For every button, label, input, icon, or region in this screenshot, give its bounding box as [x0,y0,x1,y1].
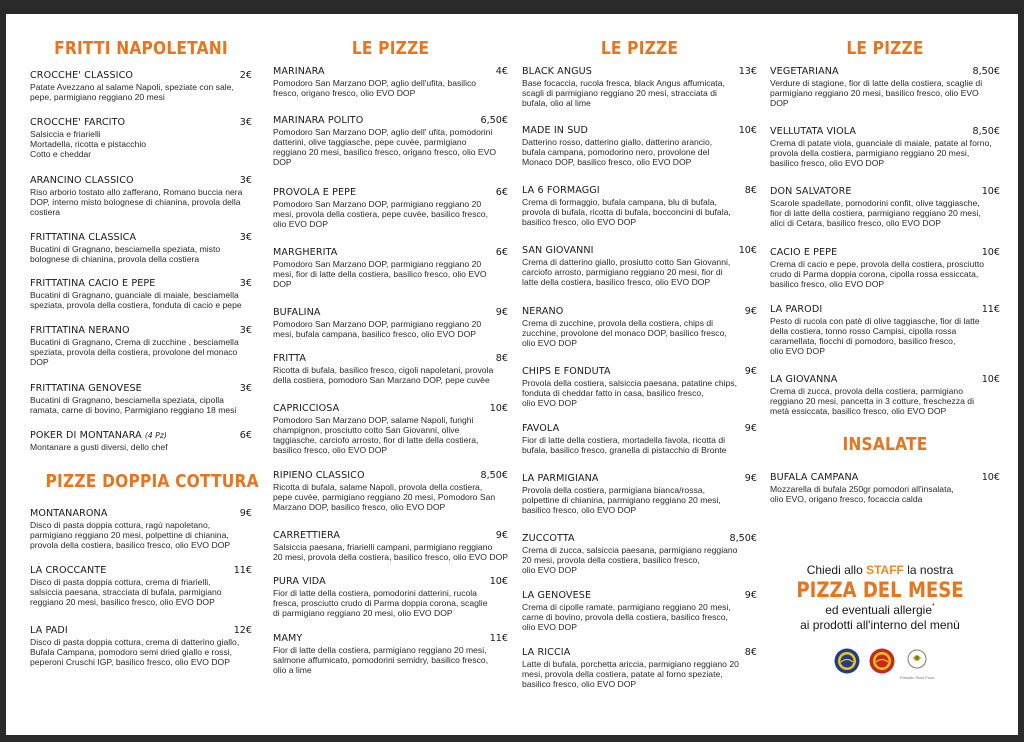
item-price: 11€ [233,565,252,576]
menu-item [30,232,252,264]
promo-line-4: ai prodotti all'interno del menù [800,618,960,632]
item-name: NERANO [522,306,564,317]
item-name: MAMY [273,633,303,644]
menu-item [273,247,508,289]
item-description: Pomodoro San Marzano DOP, aglio dell' ufita, pomodorini datterini, olive taggiasche, pepe cuvèe, parmigiano reggiano 20 mesi, basilico fresco, origano fresco, olio EVO DOP [273,127,497,168]
seal-label: Presidio Slow Food [900,675,935,680]
menu-item [273,115,508,167]
menu-item [273,66,508,98]
item-price: 10€ [981,247,1000,258]
item-description: Disco di pasta doppia cottura, crema di friarielli, salsiccia paesana, stracciata di bufala, parmigiano reggiano 20 mesi, basilico fresco, olio EVO DOP [30,577,222,608]
item-price: 9€ [744,423,757,434]
item-name: VEGETARIANA [770,66,839,77]
menu-item [770,472,1000,504]
item-description: Crema di formaggio, bufala campana, blu di bufala, provola di bufala, ricotta di bufala, bocconcini di bufala, basilico fresco, olio EVO DOP [522,197,731,228]
item-price: 13€ [738,66,757,77]
item-name: LA PADI [30,625,68,636]
item-price: 9€ [744,590,757,601]
item-description: Scarole spadellate, pomodorini confit, olive taggiasche, fior di latte della costiera, parmigiano reggiano 20 mesi, alici di Cetara, basilico fresco, olio EVO DOP [770,198,981,229]
item-name: SAN GIOVANNI [522,245,594,256]
item-name: PURA VIDA [273,576,326,587]
item-price: 3€ [239,232,252,243]
menu-item [30,70,252,102]
item-price: 10€ [489,576,508,587]
promo-line-1 [764,563,996,577]
igp-seal-icon [869,648,895,679]
item-name: LA 6 FORMAGGI [522,185,600,196]
menu-item [30,625,252,667]
item-description: Crema di zucca, salsiccia paesana, parmigiano reggiano 20 mesi, provola della costiera, basilico fresco, olio EVO DOP [522,545,738,576]
presidio-seal-icon [900,648,935,680]
item-price: 8,50€ [972,126,1000,137]
item-name-text: POKER DI MONTANARA [30,430,142,441]
item-price: 10€ [489,403,508,414]
item-description: Provola della costiera, salsiccia paesana, patatine chips, fonduta di cheddar fatto in casa, basilico fresco, olio EVO DOP [522,378,737,409]
item-name: BLACK ANGUS [522,66,592,77]
section-title-pizze: LE PIZZE [600,38,679,59]
item-price: 11€ [981,304,1000,315]
menu-item [522,423,757,455]
menu-item [522,647,757,689]
item-price: 6€ [495,247,508,258]
promo-text: Chiedi allo [806,563,863,577]
item-name: MONTANARONA [30,508,108,519]
item-description: Ricotta di bufala, basilico fresco, cigoli napoletani, provola della costiera, pomodoro San Marzano DOP, pepe cuvèe [273,365,494,386]
item-name: LA CROCCANTE [30,565,107,576]
item-description: Bucatini di Gragnano, guanciale di maiale, besciamella speziata, provola della costiera, fonduta di cacio e pepe [30,290,242,311]
item-name: BUFALA CAMPANA [770,472,859,483]
item-description: Disco di pasta doppia cottura, ragù napoletano, parmigiano reggiano 20 mesi, polpettine di chianina, provola della costiera, basilico fresco, olio EVO DOP [30,520,231,551]
item-description: Latte di bufala, porchetta ariccia, parmigiano reggiano 20 mesi, provola della costiera, patate al forno speziate, basilico fresco, olio EVO DOP [522,659,739,690]
item-price: 9€ [744,366,757,377]
item-price: 11€ [489,633,508,644]
menu-item [30,175,252,217]
item-name [30,430,167,441]
menu-item [273,307,508,339]
item-name: FRITTATINA GENOVESE [30,383,142,394]
item-price: 3€ [239,383,252,394]
item-price: 10€ [738,125,757,136]
item-name: CAPRICCIOSA [273,403,340,414]
item-name: MADE IN SUD [522,125,588,136]
item-price: 8,50€ [729,533,757,544]
item-description: Salsiccia e friarielli Mortadella, ricotta e pistacchio Cotto e cheddar [30,129,147,160]
menu-item [30,117,252,159]
menu-item [522,473,757,515]
menu-item [273,403,508,455]
menu-item [273,470,508,512]
item-description: Datterino rosso, datterino giallo, datterino arancio, bufala campana, pomodorino nero, provolone del Monaco DOP, basilico fresco, olio EVO DOP [522,137,713,168]
promo-text: la nostra [907,563,954,577]
item-description: Bucatini di Gragnano, Crema di zucchine , besciamella speziata, provola della costiera, provolone del monaco DOP [30,337,239,368]
item-description: Mozzarella di bufala 250gr pomodori all'insalata, olio EVO, origano fresco, focaccia calda [770,484,954,505]
item-description: Pomodoro San Marzano DOP, parmigiano reggiano 20 mesi, provola della costiera, pepe cuvèe, basilico fresco, olio EVO DOP [273,199,488,230]
item-description: Base focaccia, rucola fresca, black Angus affumicata, scagli di parmigiano reggiano 20 mesi, stracciata di bufala, olio al lime [522,78,725,109]
section-title-insalate: INSALATE [842,434,928,455]
menu-item [770,304,1000,356]
item-name: VELLUTATA VIOLA [770,126,857,137]
item-name: FAVOLA [522,423,560,434]
item-description: Crema di cipolle ramate, parmigiano reggiano 20 mesi, carne di bovino, provola della costiera, basilico fresco, olio EVO DOP [522,602,731,633]
item-name: CARRETTIERA [273,530,341,541]
promo-title: PIZZA DEL MESE [796,578,964,602]
section-title-doppia-cottura: PIZZE DOPPIA COTTURA [45,471,259,492]
item-description: Pomodoro San Marzano DOP, aglio dell'ufita, basilico fresco, origano fresco, olio EVO DOP [273,78,477,99]
menu-item [273,633,508,675]
item-description: Provola della costiera, parmigiana bianca/rossa, polpettine di chianina, parmigiano reggiano 20 mesi, basilico fresco, olio EVO DOP [522,485,721,516]
item-description: Crema di zucchine, provola della costiera, chips di zucchine, provolone del monaco DOP, basilico fresco, olio EVO DOP [522,318,727,349]
item-name: LA PARMIGIANA [522,473,599,484]
item-price: 8,50€ [480,470,508,481]
item-name: DON SALVATORE [770,186,852,197]
menu-item [273,353,508,385]
item-price: 8€ [495,353,508,364]
item-price: 10€ [981,374,1000,385]
item-price: 12€ [233,625,252,636]
item-description: Bucatini di Gragnano, besciamella speziata, misto bolognese di chianina, provola della costiera [30,244,221,265]
item-price: 9€ [744,306,757,317]
pizza-del-mese-promo [764,563,996,632]
item-name: MARGHERITA [273,247,338,258]
item-name: LA GENOVESE [522,590,592,601]
item-name: BUFALINA [273,307,321,318]
item-description: Pomodoro San Marzano DOP, salame Napoli, funghi champignon, prosciutto cotto San Giovanni, olive taggiasche, carciofo arrosto, fior di latte della costiera, basilico fresco, olio EVO DOP [273,415,479,456]
item-description: Crema di cacio e pepe, provola della costiera, prosciutto crudo di Parma doppia corona, cipolla rossa essiccata, basilico fresco, olio EVO DOP [770,259,985,290]
menu-item [522,245,757,287]
promo-line-3 [764,603,996,617]
item-name: CROCCHE' CLASSICO [30,70,134,81]
menu-item [273,187,508,229]
item-price: 3€ [239,175,252,186]
item-description: Verdure di stagione, fior di latte della costiera, scaglie di parmigiano reggiano 20 mesi, basilico fresco, olio EVO DOP [770,78,983,109]
menu-item [522,66,757,108]
item-description: Salsiccia paesana, friarielli campani, parmigiano reggiano 20 mesi, provola della costiera, basilico fresco, olio EVO DOP [273,542,508,563]
menu-item [30,430,252,452]
item-description: Pomodoro San Marzano DOP, parmigiano reggiano 20 mesi, fior di latte della costiera, basilico fresco, olio EVO DOP [273,259,487,290]
menu-item [30,383,252,415]
item-price: 6,50€ [480,115,508,126]
item-price: 6€ [239,430,252,441]
promo-staff: STAFF [866,563,904,577]
menu-item [30,508,252,550]
item-price: 9€ [744,473,757,484]
item-description: Crema di patate viola, guanciale di maiale, patate al forno, provola della costiera, parmigiano reggiano 20 mesi, basilico fresco, olio EVO DOP [770,138,992,169]
item-description: Crema di zucca, provola della costiera, parmigiano reggiano 20 mesi, pancetta in 3 cotture, freschezza di metà essiccata, basilico fresco, olio EVO DOP [770,386,974,417]
item-price: 3€ [239,325,252,336]
menu-item [770,374,1000,416]
item-description: Patate Avezzano al salame Napoli, speziate con sale, pepe, parmigiano reggiano 20 mesi [30,82,234,103]
item-price: 8,50€ [972,66,1000,77]
item-description: Montanare a gusti diversi, dello chef [30,442,168,452]
item-name: FRITTA [273,353,306,364]
item-description: Fior di latte della costiera, parmigiano reggiano 20 mesi, salmone affumicato, pomodorini semidry, basilico fresco, olio a lime [273,645,489,676]
item-description: Disco di pasta doppia cottura, crema di datterino giallo, Bufala Campana, pomodoro semi dried giallo e rossi, peperoni Cruschi IGP, basilico fresco, olio EVO DOP [30,637,240,668]
item-name: FRITTATINA CLASSICA [30,232,137,243]
item-name: PROVOLA E PEPE [273,187,357,198]
menu-item [522,306,757,348]
menu-item [522,185,757,227]
item-price: 10€ [738,245,757,256]
item-name: FRITTATINA CACIO E PEPE [30,278,156,289]
promo-text: ed eventuali allergie [825,603,932,617]
item-price: 9€ [495,530,508,541]
allergy-mark: * [932,603,935,610]
item-description: Riso arborio tostato allo zafferano, Romano buccia nera DOP, interno misto bolognese di chianina, provola della costiera [30,187,243,218]
item-price: 3€ [239,117,252,128]
item-name: LA RICCIA [522,647,571,658]
item-price: 3€ [239,278,252,289]
item-price: 2€ [239,70,252,81]
item-name: CROCCHE' FARCITO [30,117,126,128]
item-price: 10€ [981,186,1000,197]
dop-seal-icon [834,648,860,679]
menu-item [273,576,508,618]
item-name: LA GIOVANNA [770,374,838,385]
item-price: 8€ [744,647,757,658]
item-name: FRITTATINA NERANO [30,325,130,336]
item-price: 6€ [495,187,508,198]
item-name: ARANCINO CLASSICO [30,175,134,186]
item-price: 4€ [495,66,508,77]
item-description: Pomodoro San Marzano DOP, parmigiano reggiano 20 mesi, bufala campana, basilico fresco, olio EVO DOP [273,319,482,340]
menu-item [30,278,252,310]
menu-item [522,125,757,167]
item-name: CHIPS E FONDUTA [522,366,611,377]
item-name: ZUCCOTTA [522,533,575,544]
item-price: 8€ [744,185,757,196]
section-title-fritti: FRITTI NAPOLETANI [54,38,228,59]
menu-item [770,247,1000,289]
item-price: 9€ [495,307,508,318]
item-note: (4 Pz) [144,431,167,440]
item-description: Pesto di rucola con patè di olive taggiasche, fior di latte della costiera, tonno rosso Campisi, cipolla rossa caramellata, fiocchi di pomodoro, basilico fresco, olio EVO DOP [770,316,980,357]
item-name: CACIO E PEPE [770,247,838,258]
section-title-pizze: LE PIZZE [846,38,924,59]
item-description: Fior di latte della costiera, mortadella favola, ricotta di bufala, basilico fresco, granella di pistacchio di Bronte [522,435,727,456]
item-description: Ricotta di bufala, salame Napoli, provola della costiera, pepe cuvèe, parmigiano reggiano 20 mesi, Pomodoro San Marzano DOP, basilico fresco, olio EVO DOP [273,482,496,513]
menu-item [30,325,252,367]
menu-item [30,565,252,607]
item-description: Crema di datterino giallo, prosiutto cotto San Giovanni, carciofo arrosto, parmigiano reggiano 20 mesi, fior di latte della costiera, basilico fresco, olio EVO DOP [522,257,731,288]
item-name: MARINARA [273,66,325,77]
menu-item [522,590,757,632]
menu-sheet [6,14,1018,735]
item-name: MARINARA POLITO [273,115,364,126]
menu-item [522,533,757,575]
menu-item [770,66,1000,108]
menu-item [522,366,757,408]
item-price: 10€ [981,472,1000,483]
item-name: LA PARODI [770,304,823,315]
menu-item [273,530,508,562]
item-name: RIPIENO CLASSICO [273,470,365,481]
menu-item [770,186,1000,228]
item-description: Fior di latte della costiera, pomodorini datterini, rucola fresca, prosciutto crudo di Parma doppia corona, scaglie di parmigiano reggiano 20 mesi, olio EVO DOP [273,588,488,619]
item-description: Bucatini di Gragnano, besciamella speziata, cipolla ramata, carne di bovino, Parmigiano reggiano 18 mesi [30,395,237,416]
menu-item [770,126,1000,168]
section-title-pizze: LE PIZZE [351,38,430,59]
item-price: 9€ [239,508,252,519]
